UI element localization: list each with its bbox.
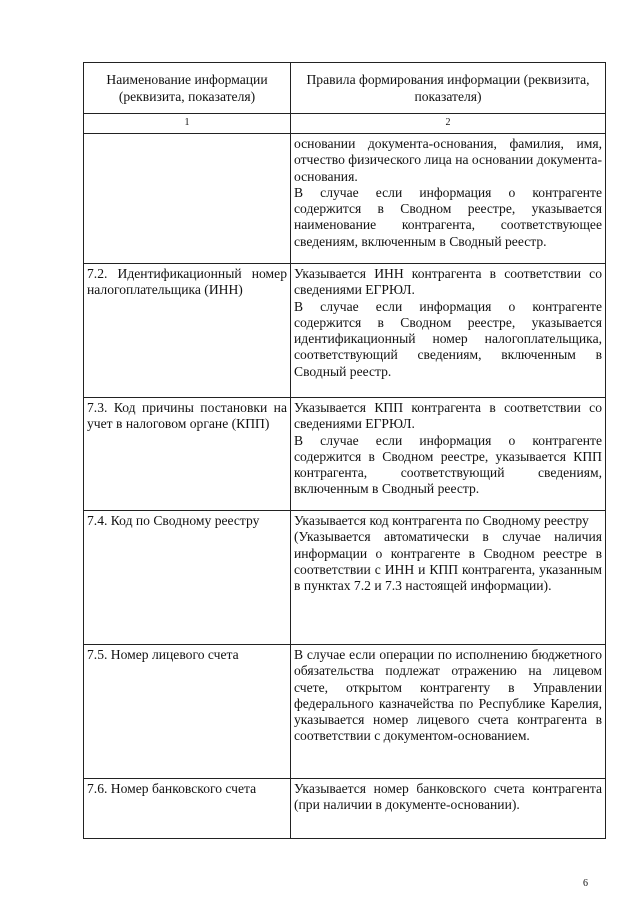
rules-paragraph: В случае если информация о контрагенте содержится в Сводном реестре, указывается наименование контрагента, соответствующее сведениям, включенным в Сводный реестр. xyxy=(294,184,602,249)
table-row xyxy=(84,511,606,645)
row-rules-cell xyxy=(291,511,606,645)
rules-paragraph: В случае если информация о контрагенте содержится в Сводном реестре, указывается идентификационный номер налогоплательщика, соответствующий сведениям, включенным в Сводный реестр. xyxy=(294,298,602,379)
header-info-name: Наименование информации (реквизита, показателя) xyxy=(84,63,291,114)
row-rules-cell xyxy=(291,134,606,264)
row-name-cell: 7.2. Идентификационный номер налогоплательщика (ИНН) xyxy=(84,264,291,398)
table-row xyxy=(84,779,606,839)
row-name-cell: 7.6. Номер банковского счета xyxy=(84,779,291,839)
row-rules-cell xyxy=(291,264,606,398)
rules-paragraph: (Указывается автоматически в случае наличия информации о контрагенте в Сводном реестре в соответствии с ИНН и КПП контрагента, указанным в пунктах 7.2 и 7.3 настоящей информации). xyxy=(294,529,602,594)
table-row xyxy=(84,398,606,511)
row-rules-cell xyxy=(291,398,606,511)
row-rules-cell xyxy=(291,645,606,779)
row-name-cell: 7.5. Номер лицевого счета xyxy=(84,645,291,779)
document-table xyxy=(83,62,606,839)
rules-paragraph: Указывается код контрагента по Сводному реестру xyxy=(294,513,589,528)
rules-paragraph: В случае если информация о контрагенте содержится в Сводном реестре, указывается КПП контрагента, соответствующий сведениям, включенным в Сводный реестр. xyxy=(294,432,602,497)
column-number-2: 2 xyxy=(291,114,606,134)
table-header-row xyxy=(84,63,606,114)
rules-paragraph: Указывается КПП контрагента в соответствии со сведениями ЕГРЮЛ. xyxy=(294,400,602,432)
page-number: 6 xyxy=(583,878,588,889)
table-row xyxy=(84,264,606,398)
row-name-cell xyxy=(84,134,291,264)
header-info-rules: Правила формирования информации (реквизита, показателя) xyxy=(291,63,606,114)
rules-paragraph: основании документа-основания, фамилия, имя, отчество физического лица на основании документа-основания. xyxy=(294,136,602,184)
row-rules-cell xyxy=(291,779,606,839)
rules-paragraph: Указывается номер банковского счета контрагента (при наличии в документе-основании). xyxy=(294,781,602,813)
column-number-row xyxy=(84,114,606,134)
row-name-cell: 7.4. Код по Сводному реестру xyxy=(84,511,291,645)
row-name-cell: 7.3. Код причины постановки на учет в налоговом органе (КПП) xyxy=(84,398,291,511)
table-row xyxy=(84,645,606,779)
rules-paragraph: Указывается ИНН контрагента в соответствии со сведениями ЕГРЮЛ. xyxy=(294,266,602,298)
column-number-1: 1 xyxy=(84,114,291,134)
rules-paragraph: В случае если операции по исполнению бюджетного обязательства подлежат отражению на лицевом счете, открытом контрагенту в Управлении федерального казначейства по Республике Карелия, указывается номер лицевого счета контрагента в соответствии с документом-основанием. xyxy=(294,647,602,744)
table-row xyxy=(84,134,606,264)
